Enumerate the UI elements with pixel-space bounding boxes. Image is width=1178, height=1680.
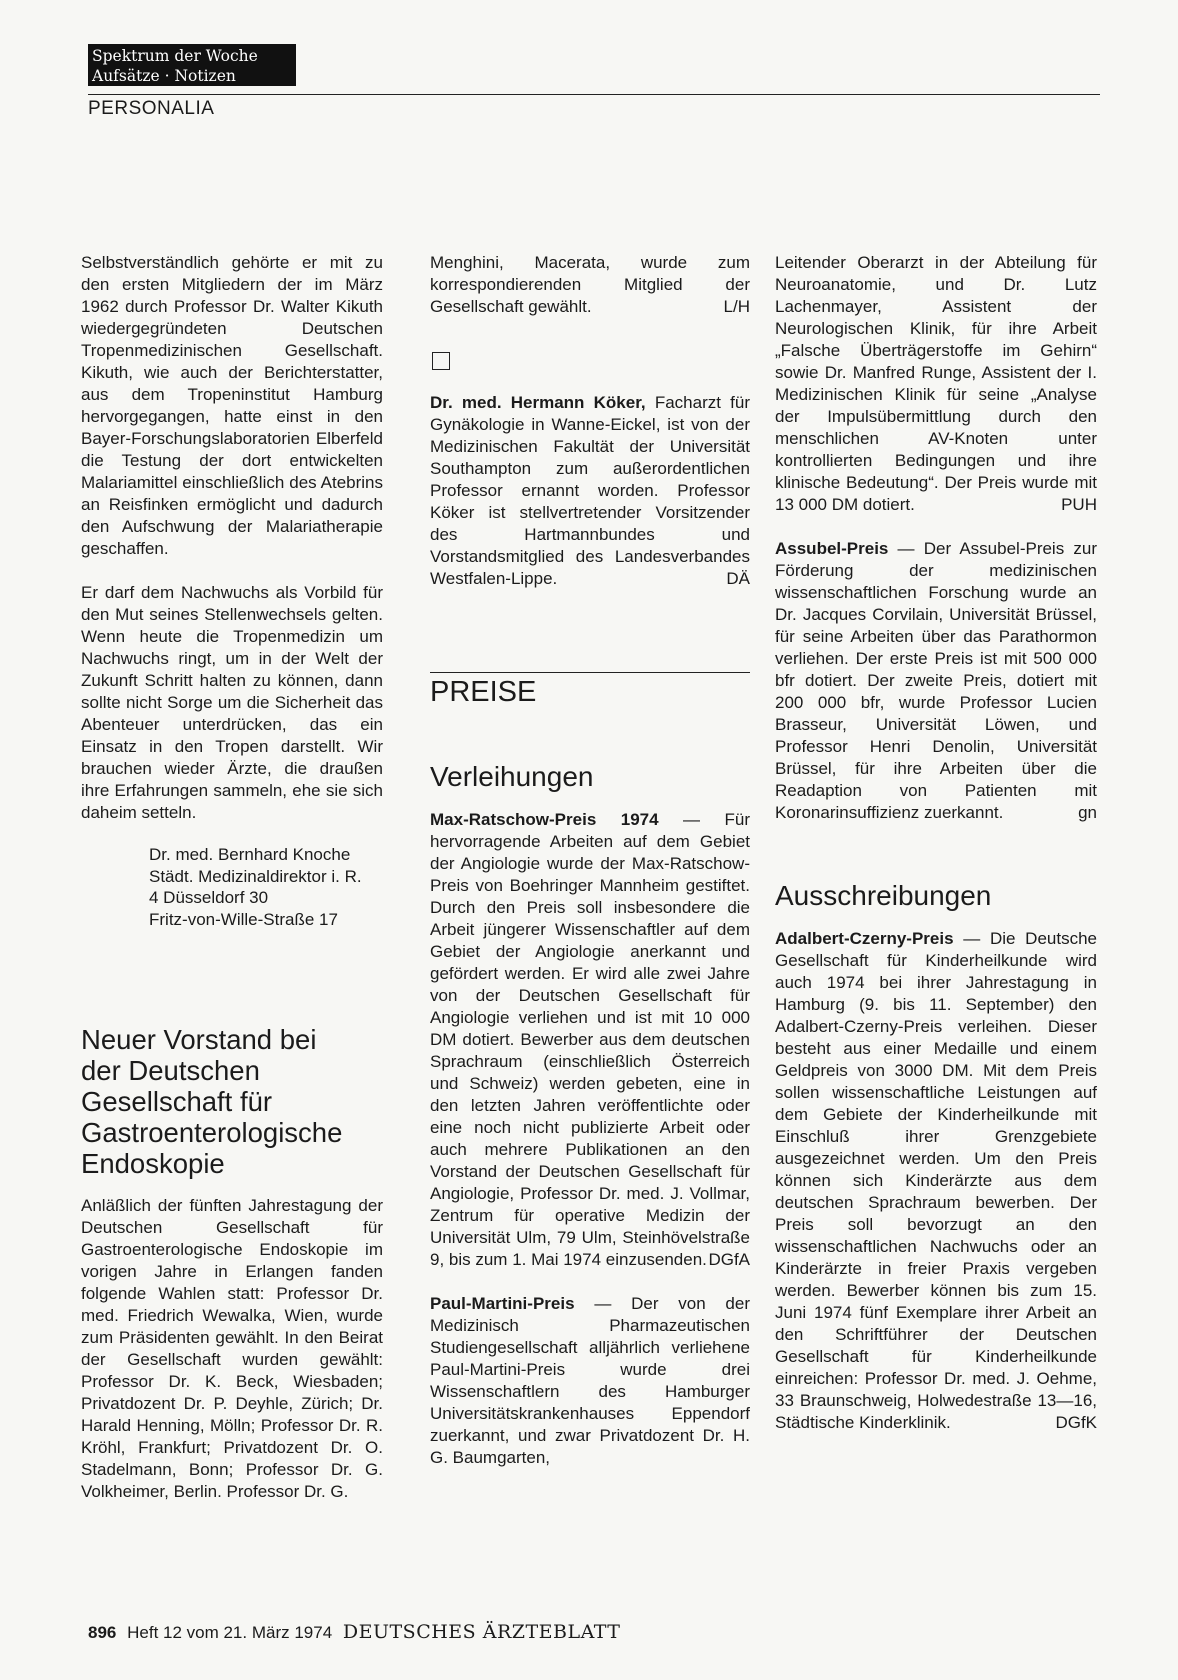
source-tag: DGfK	[1055, 1413, 1097, 1432]
run-in-name: Dr. med. Hermann Köker,	[430, 393, 646, 412]
section-label: PERSONALIA	[88, 98, 215, 119]
source-tag: PUH	[1061, 495, 1097, 514]
source-tag: L/H	[723, 297, 750, 316]
heading-line: der Deutschen	[81, 1055, 260, 1086]
column-2	[430, 252, 750, 1469]
paragraph-text: — Der von der Medizinisch Pharmazeutischen Studiengesellschaft alljährlich verliehene Paul-Martini-Preis wurde drei Wissenschaftlern des Hamburger Universitätskrankenhauses Eppendorf zuerkannt, und zwar Privatdozent Dr. H. G. Baumgarten,	[430, 1294, 750, 1467]
subheading: Ausschreibungen	[775, 880, 992, 911]
run-in-name: Max-Ratschow-Preis 1974	[430, 810, 659, 829]
paragraph-text: — Die Deutsche Gesellschaft für Kinderheilkunde wird auch 1974 bei ihrer Jahrestagung in Hamburg (9. bis 11. September) den Adalbert-Czerny-Preis verleihen. Dieser besteht aus einer Medaille und einem Geldpreis von 3000 DM. Mit dem Preis sollen wissenschaftliche Leistungen auf dem Gebiete der Kinderheilkunde mit Einschluß ihrer Grenzgebiete ausgezeichnet werden. Um den Preis können sich Kinderärzte aus dem deutschen Sprachraum bewerben. Der Preis soll bevorzugt an den wissenschaftlichen Nachwuchs oder an Kinderärzte in freier Praxis vergeben werden. Bewerber können bis zum 15. Juni 1974 fünf Exemplare ihrer Arbeit an den Schriftführer der Deutschen Gesellschaft für Kinderheilkunde einreichen: Professor Dr. med. J. Oehme, 33 Braunschweig, Holwedestraße 13—16, Städtische Kinderklinik.	[775, 929, 1097, 1432]
kicker-line-2: Aufsätze · Notizen	[92, 67, 236, 85]
paragraph: Er darf dem Nachwuchs als Vorbild für den Mut seines Stellenwechsels gelten. Wenn heute die Tropenmedizin um Nachwuchs ringt, um in der Welt der Zukunft Schritt halten zu können, dann sollte nicht Sorge um die Sicherheit das Abenteuer unterdrücken, das ein Einsatz in den Tropen darstellt. Wir brauchen wieder Ärzte, die draußen ihre Erfahrungen sammeln, ehe sie sich daheim setteln.	[81, 583, 383, 822]
paragraph	[775, 538, 1097, 824]
header-rule	[88, 94, 1100, 95]
column-3	[775, 252, 1097, 1434]
paragraph	[430, 809, 750, 1271]
paragraph-text: Leitender Oberarzt in der Abteilung für Neuroanatomie, und Dr. Lutz Lachenmayer, Assistent der Neurologischen Klinik, für ihre Arbeit „Falsche Überträgerstoffe im Gehirn“ sowie Dr. Manfred Runge, Assistent der I. Medizinischen Klinik für seine „Analyse der Impulsübermittlung durch den menschlichen AV-Knoten unter kontrollierten Bedingungen und ihre klinische Bedeutung“. Der Preis wurde mit 13 000 DM dotiert.	[775, 253, 1097, 514]
source-tag: DGfA	[708, 1250, 750, 1269]
signature-line: Dr. med. Bernhard Knoche	[149, 845, 351, 864]
source-tag: gn	[1078, 803, 1097, 822]
column-1	[81, 252, 383, 1503]
paragraph	[775, 252, 1097, 516]
heading-line: Neuer Vorstand bei	[81, 1024, 317, 1055]
issue-info: Heft 12 vom 21. März 1974	[127, 1623, 333, 1642]
signature-line: 4 Düsseldorf 30	[149, 888, 269, 907]
page-number: 896	[88, 1623, 117, 1642]
paragraph: Selbstverständlich gehörte er mit zu den ersten Mitgliedern der im März 1962 durch Professor Dr. Walter Kikuth wiedergegründeten Deutschen Tropenmedizinischen Gesellschaft. Kikuth, wie auch der Berichterstatter, aus dem Tropeninstitut Hamburg hervorgegangen, hatte einst in den Bayer-Forschungslaboratorien Elberfeld die Testung der dort entwickelten Malariamittel einschließlich des Atebrins an Reisfinken ermöglicht und dadurch den Aufschwung der Malariatherapie geschaffen.	[81, 253, 383, 558]
run-in-name: Assubel-Preis	[775, 539, 889, 558]
paragraph	[775, 928, 1097, 1434]
paragraph	[430, 1293, 750, 1469]
run-in-name: Paul-Martini-Preis	[430, 1294, 575, 1313]
paragraph: Anläßlich der fünften Jahrestagung der Deutschen Gesellschaft für Gastroenterologische Endoskopie im vorigen Jahre in Erlangen fanden folgende Wahlen statt: Professor Dr. med. Friedrich Wewalka, Wien, wurde zum Präsidenten gewählt. In den Beirat der Gesellschaft wurden gewählt: Professor Dr. K. Beck, Wiesbaden; Privatdozent Dr. P. Deyhle, Zürich; Dr. Harald Henning, Mölln; Professor Dr. R. Kröhl, Frankfurt; Privatdozent Dr. O. Stadelmann, Bonn; Professor Dr. G. Volkheimer, Berlin. Professor Dr. G.	[81, 1196, 383, 1501]
signature-line: Fritz-von-Wille-Straße 17	[149, 909, 338, 929]
page-footer	[88, 1621, 620, 1643]
paragraph-text: — Der Assubel-Preis zur Förderung der medizinischen wissenschaftlichen Forschung wurde an Dr. Jacques Corvilain, Universität Brüssel, für seine Arbeiten über das Parathormon verliehen. Der erste Preis ist mit 500 000 bfr dotiert. Der zweite Preis, dotiert mit 200 000 bfr, wurde Professor Lucien Brasseur, Universität Löwen, und Professor Henri Denolin, Universität Brüssel, für ihre Arbeiten über die Readaption von Patienten mit Koronarinsuffizienz zuerkannt.	[775, 539, 1097, 822]
section-kicker	[88, 44, 296, 86]
article-heading	[81, 1024, 383, 1179]
heading-line: Gastroenterologische	[81, 1117, 343, 1148]
box-marker-icon	[432, 352, 450, 370]
paragraph-text: Menghini, Macerata, wurde zum korrespondierenden Mitglied der Gesellschaft gewählt.	[430, 253, 750, 316]
paragraph	[430, 392, 750, 590]
kicker-line-1: Spektrum der Woche	[92, 47, 258, 65]
paragraph	[430, 252, 750, 318]
masthead: DEUTSCHES ÄRZTEBLATT	[342, 1621, 621, 1643]
paragraph-text: Facharzt für Gynäkologie in Wanne-Eickel, ist von der Medizinischen Fakultät der Universität Southampton zum außerordentlichen Professor ernannt worden. Professor Köker ist stellvertretender Vorsitzender des Hartmannbundes und Vorstandsmitglied des Landesverbandes Westfalen-Lippe.	[430, 393, 750, 588]
heading-line: Endoskopie	[81, 1148, 225, 1179]
heading-line: Gesellschaft für	[81, 1086, 273, 1117]
subheading: Verleihungen	[430, 761, 594, 792]
signature-line: Städt. Medizinaldirektor i. R.	[149, 866, 362, 886]
paragraph-text: — Für hervorragende Arbeiten auf dem Gebiet der Angiologie wurde der Max-Ratschow-Preis von Boehringer Mannheim gestiftet. Durch den Preis soll insbesondere die Arbeit jüngerer Wissenschaftler auf dem Gebiet der Angiologie anerkannt und gefördert werden. Er wird alle zwei Jahre von der Deutschen Gesellschaft für Angiologie verliehen und ist mit 10 000 DM dotiert. Bewerber aus dem deutschen Sprachraum (einschließlich Österreich und Schweiz) werden gebeten, eine in den letzten Jahren veröffentlichte oder eine noch nicht publizierte Arbeit oder auch mehrere Publikationen an den Vorstand der Deutschen Gesellschaft für Angiologie, Professor Dr. med. J. Vollmar, Zentrum für operative Medizin der Universität Ulm, 79 Ulm, Steinhövelstraße 9, bis zum 1. Mai 1974 einzusenden.	[430, 810, 750, 1269]
section-heading: PREISE	[430, 672, 750, 709]
run-in-name: Adalbert-Czerny-Preis	[775, 929, 954, 948]
author-signature	[149, 844, 383, 930]
source-tag: DÄ	[726, 569, 750, 588]
